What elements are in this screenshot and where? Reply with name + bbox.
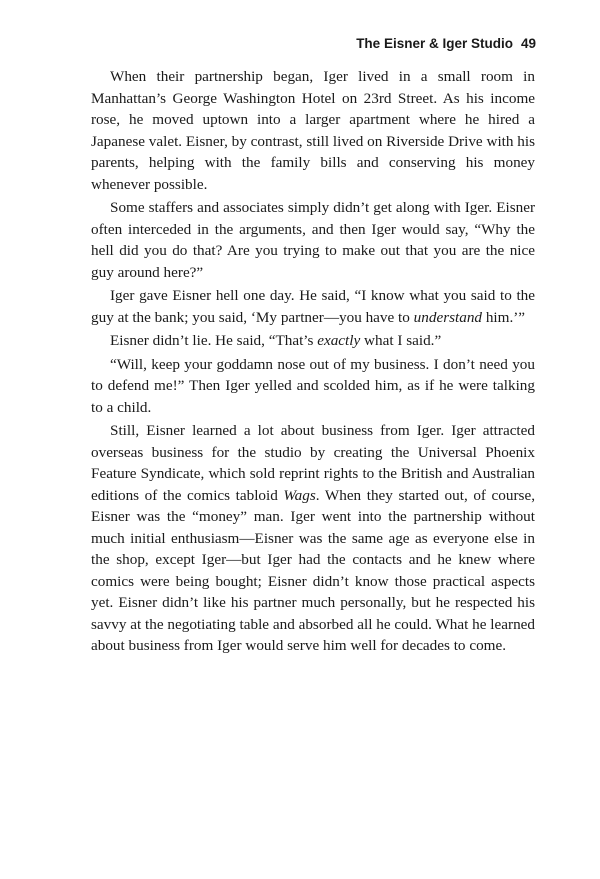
body-text	[91, 66, 535, 659]
paragraph-text: Iger gave Eisner hell one day. He said, “I know what you said to the guy at the bank; you said, ‘My partner—you have to	[91, 287, 535, 326]
page-number: 49	[520, 36, 536, 51]
paragraph-2	[91, 197, 535, 283]
paragraph-3	[91, 285, 535, 328]
running-title: The Eisner & Iger Studio	[356, 36, 513, 51]
paragraph-text: . When they started out, of course, Eisner was the “money” man. Iger went into the partnership without much initial enthusiasm—Eisner was the same age as everyone else in the shop, except Iger—but Iger had the contacts and he knew where comics were being bought; Eisner didn’t know those practical aspects yet. Eisner didn’t like his partner much personally, but he respected his savvy at the negotiating table and absorbed all he could. What he learned about business from Iger would serve him well for decades to come.	[91, 486, 535, 654]
paragraph-1	[91, 66, 535, 195]
paragraph-text: Some staffers and associates simply didn’t get along with Iger. Eisner often interceded in the arguments, and then Iger would say, “Why the hell did you do that? Are you trying to make out that you are the nice guy around here?”	[91, 199, 535, 281]
paragraph-text: When their partnership began, Iger lived in a small room in Manhattan’s George Washington Hotel on 23rd Street. As his income rose, he moved uptown into a larger apartment where he hired a Japanese valet. Eisner, by contrast, still lived on Riverside Drive with his parents, helping with the family bills and conserving his money whenever possible.	[91, 68, 535, 193]
paragraph-5	[91, 354, 535, 419]
emphasis: understand	[413, 308, 483, 326]
paragraph-text: Still, Eisner learned a lot about business from Iger. Iger attracted overseas business for the studio by creating the Universal Phoenix Feature Syndicate, which sold reprint rights to the British and Australian editions of the comics tabloid	[91, 422, 535, 504]
paragraph-4	[91, 330, 535, 352]
emphasis: exactly	[317, 332, 361, 349]
paragraph-text: Eisner didn’t lie. He said, “That’s	[110, 332, 318, 349]
paragraph-text: what I said.”	[360, 332, 442, 349]
running-head	[356, 36, 536, 51]
paragraph-text: him.’”	[482, 308, 526, 326]
emphasis: Wags	[283, 486, 316, 504]
paragraph-text: “Will, keep your goddamn nose out of my business. I don’t need you to defend me!” Then Iger yelled and scolded him, as if he were talking to a child.	[91, 355, 535, 416]
paragraph-6	[91, 420, 535, 657]
